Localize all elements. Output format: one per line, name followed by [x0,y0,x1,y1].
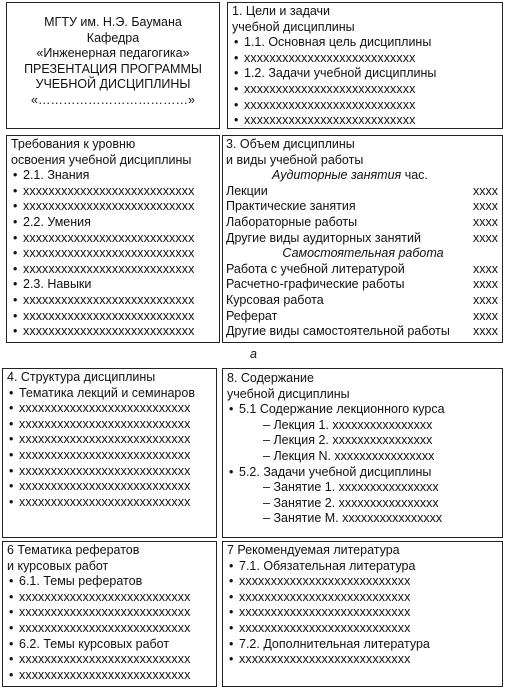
hours-label: час. [404,168,428,183]
row-value: xxxx [473,308,498,323]
row-label: Работа с учебной литературой [226,261,405,276]
list-item: • 2.1. Знания [11,168,217,184]
table-row [226,184,500,200]
requirements-box [6,135,220,343]
row-value: xxxx [473,292,498,307]
list-item: • xxxxxxxxxxxxxxxxxxxxxxxxxxx [232,51,500,67]
list-item: • xxxxxxxxxxxxxxxxxxxxxxxxxxx [232,82,500,98]
goals-box [227,2,503,129]
list-item: • xxxxxxxxxxxxxxxxxxxxxxxxxxx [7,464,214,480]
contents-title: учебной дисциплины [227,386,350,401]
contents-box [222,368,503,538]
essays-title: и курсовых работ [7,558,109,573]
list-item: • 7.1. Обязательная литература [227,559,500,575]
essays-title: 6 Тематика рефератов [7,543,140,557]
goals-title: 1. Цели и задачи [232,4,331,18]
row-label: Расчетно-графические работы [226,277,405,292]
table-row [226,215,500,231]
list-item: • xxxxxxxxxxxxxxxxxxxxxxxxxxx [11,199,217,215]
row-label: Лекции [226,183,268,198]
table-row [226,262,500,278]
list-item: • xxxxxxxxxxxxxxxxxxxxxxxxxxx [227,605,500,621]
list-item: • xxxxxxxxxxxxxxxxxxxxxxxxxxx [232,113,500,129]
list-item: • 6.1. Темы рефератов [7,574,214,590]
lecture-item: – Лекция 2. xxxxxxxxxxxxxxxx [227,433,500,449]
list-item: • xxxxxxxxxxxxxxxxxxxxxxxxxxx [7,590,214,606]
volume-title: 3. Объем дисциплины [226,137,355,151]
title-box [6,2,220,129]
list-item: • 2.3. Навыки [11,277,217,293]
row-label: Другие виды аудиторных занятий [226,230,421,245]
literature-box [222,541,503,687]
list-item: • xxxxxxxxxxxxxxxxxxxxxxxxxxx [7,495,214,511]
table-row [226,293,500,309]
aud-header [226,168,500,184]
list-item: • xxxxxxxxxxxxxxxxxxxxxxxxxxx [7,401,214,417]
list-item: • xxxxxxxxxxxxxxxxxxxxxxxxxxx [11,293,217,309]
row-value: xxxx [473,261,498,276]
list-item: • 7.2. Дополнительная литература [227,637,500,653]
lesson-item: – Занятие 1. xxxxxxxxxxxxxxxx [227,480,500,496]
structure-title: 4. Структура дисциплины [7,370,156,384]
row-value: xxxx [473,214,498,229]
volume-box [222,135,503,343]
list-item: • xxxxxxxxxxxxxxxxxxxxxxxxxxx [7,605,214,621]
title-line: МГТУ им. Н.Э. Баумана [44,15,182,29]
title-line: «Инженерная педагогика» [36,46,190,61]
list-item: • xxxxxxxxxxxxxxxxxxxxxxxxxxx [7,432,214,448]
list-item: • xxxxxxxxxxxxxxxxxxxxxxxxxxx [7,621,214,637]
list-item: • xxxxxxxxxxxxxxxxxxxxxxxxxxx [227,574,500,590]
table-row [226,199,500,215]
list-item: • xxxxxxxxxxxxxxxxxxxxxxxxxxx [7,668,214,684]
lesson-item: – Занятие М. xxxxxxxxxxxxxxxx [227,511,500,527]
list-item: • xxxxxxxxxxxxxxxxxxxxxxxxxxx [227,621,500,637]
list-item: • xxxxxxxxxxxxxxxxxxxxxxxxxxx [11,184,217,200]
row-label: Лабораторные работы [226,214,358,229]
list-item: • 6.2. Темы курсовых работ [7,637,214,653]
list-item: • xxxxxxxxxxxxxxxxxxxxxxxxxxx [232,98,500,114]
list-item: • xxxxxxxxxxxxxxxxxxxxxxxxxxx [11,246,217,262]
row-value: xxxx [473,230,498,245]
row-value: xxxx [473,324,498,339]
volume-title: и виды учебной работы [226,152,364,167]
essays-box [2,541,217,687]
lesson-item: – Занятие 2. xxxxxxxxxxxxxxxx [227,496,500,512]
table-row [226,277,500,293]
row-value: xxxx [473,277,498,292]
list-item: • xxxxxxxxxxxxxxxxxxxxxxxxxxx [7,479,214,495]
title-line: УЧЕБНОЙ ДИСЦИПЛИНЫ [35,77,191,92]
row-label: Другие виды самостоятельной работы [226,324,450,339]
title-line: Кафедра [86,30,140,45]
aud-label: Аудиторные занятия [272,168,402,183]
title-line: ПРЕЗЕНТАЦИЯ ПРОГРАММЫ [24,61,202,76]
list-item: • xxxxxxxxxxxxxxxxxxxxxxxxxxx [7,448,214,464]
list-item: • xxxxxxxxxxxxxxxxxxxxxxxxxxx [11,309,217,325]
figure-caption: а [250,347,257,361]
row-label: Практические занятия [226,199,356,214]
table-row [226,324,500,340]
list-item: • xxxxxxxxxxxxxxxxxxxxxxxxxxx [11,262,217,278]
list-item: • 1.2. Задачи учебной дисциплины [232,66,500,82]
requirements-title: освоения учебной дисциплины [11,152,192,167]
lecture-item: – Лекция 1. xxxxxxxxxxxxxxxx [227,418,500,434]
list-item: • Тематика лекций и семинаров [7,386,214,402]
row-label: Реферат [226,308,278,323]
row-value: xxxx [473,199,498,214]
list-item: • xxxxxxxxxxxxxxxxxxxxxxxxxxx [11,324,217,340]
table-row [226,309,500,325]
row-value: xxxx [473,183,498,198]
contents-title: 8. Содержание [227,371,314,385]
list-item: • 5.2. Задачи учебной дисциплины [227,465,500,481]
list-item: • 1.1. Основная цель дисциплины [232,35,500,51]
list-item: • xxxxxxxxxxxxxxxxxxxxxxxxxxx [7,652,214,668]
list-item: • 5.1 Содержание лекционного курса [227,402,500,418]
list-item: • xxxxxxxxxxxxxxxxxxxxxxxxxxx [7,417,214,433]
goals-title: учебной дисциплины [232,19,355,34]
list-item: • xxxxxxxxxxxxxxxxxxxxxxxxxxx [11,231,217,247]
row-label: Курсовая работа [226,292,324,307]
literature-title: 7 Рекомендуемая литература [227,543,400,557]
title-line: «………………………………» [31,92,195,107]
table-row [226,231,500,247]
self-header: Самостоятельная работа [282,246,444,261]
structure-box [2,368,217,538]
list-item: • 2.2. Умения [11,215,217,231]
requirements-title: Требования к уровню [11,137,136,151]
lecture-item: – Лекция N. xxxxxxxxxxxxxxxx [227,449,500,465]
list-item: • xxxxxxxxxxxxxxxxxxxxxxxxxxx [227,652,500,668]
list-item: • xxxxxxxxxxxxxxxxxxxxxxxxxxx [227,590,500,606]
